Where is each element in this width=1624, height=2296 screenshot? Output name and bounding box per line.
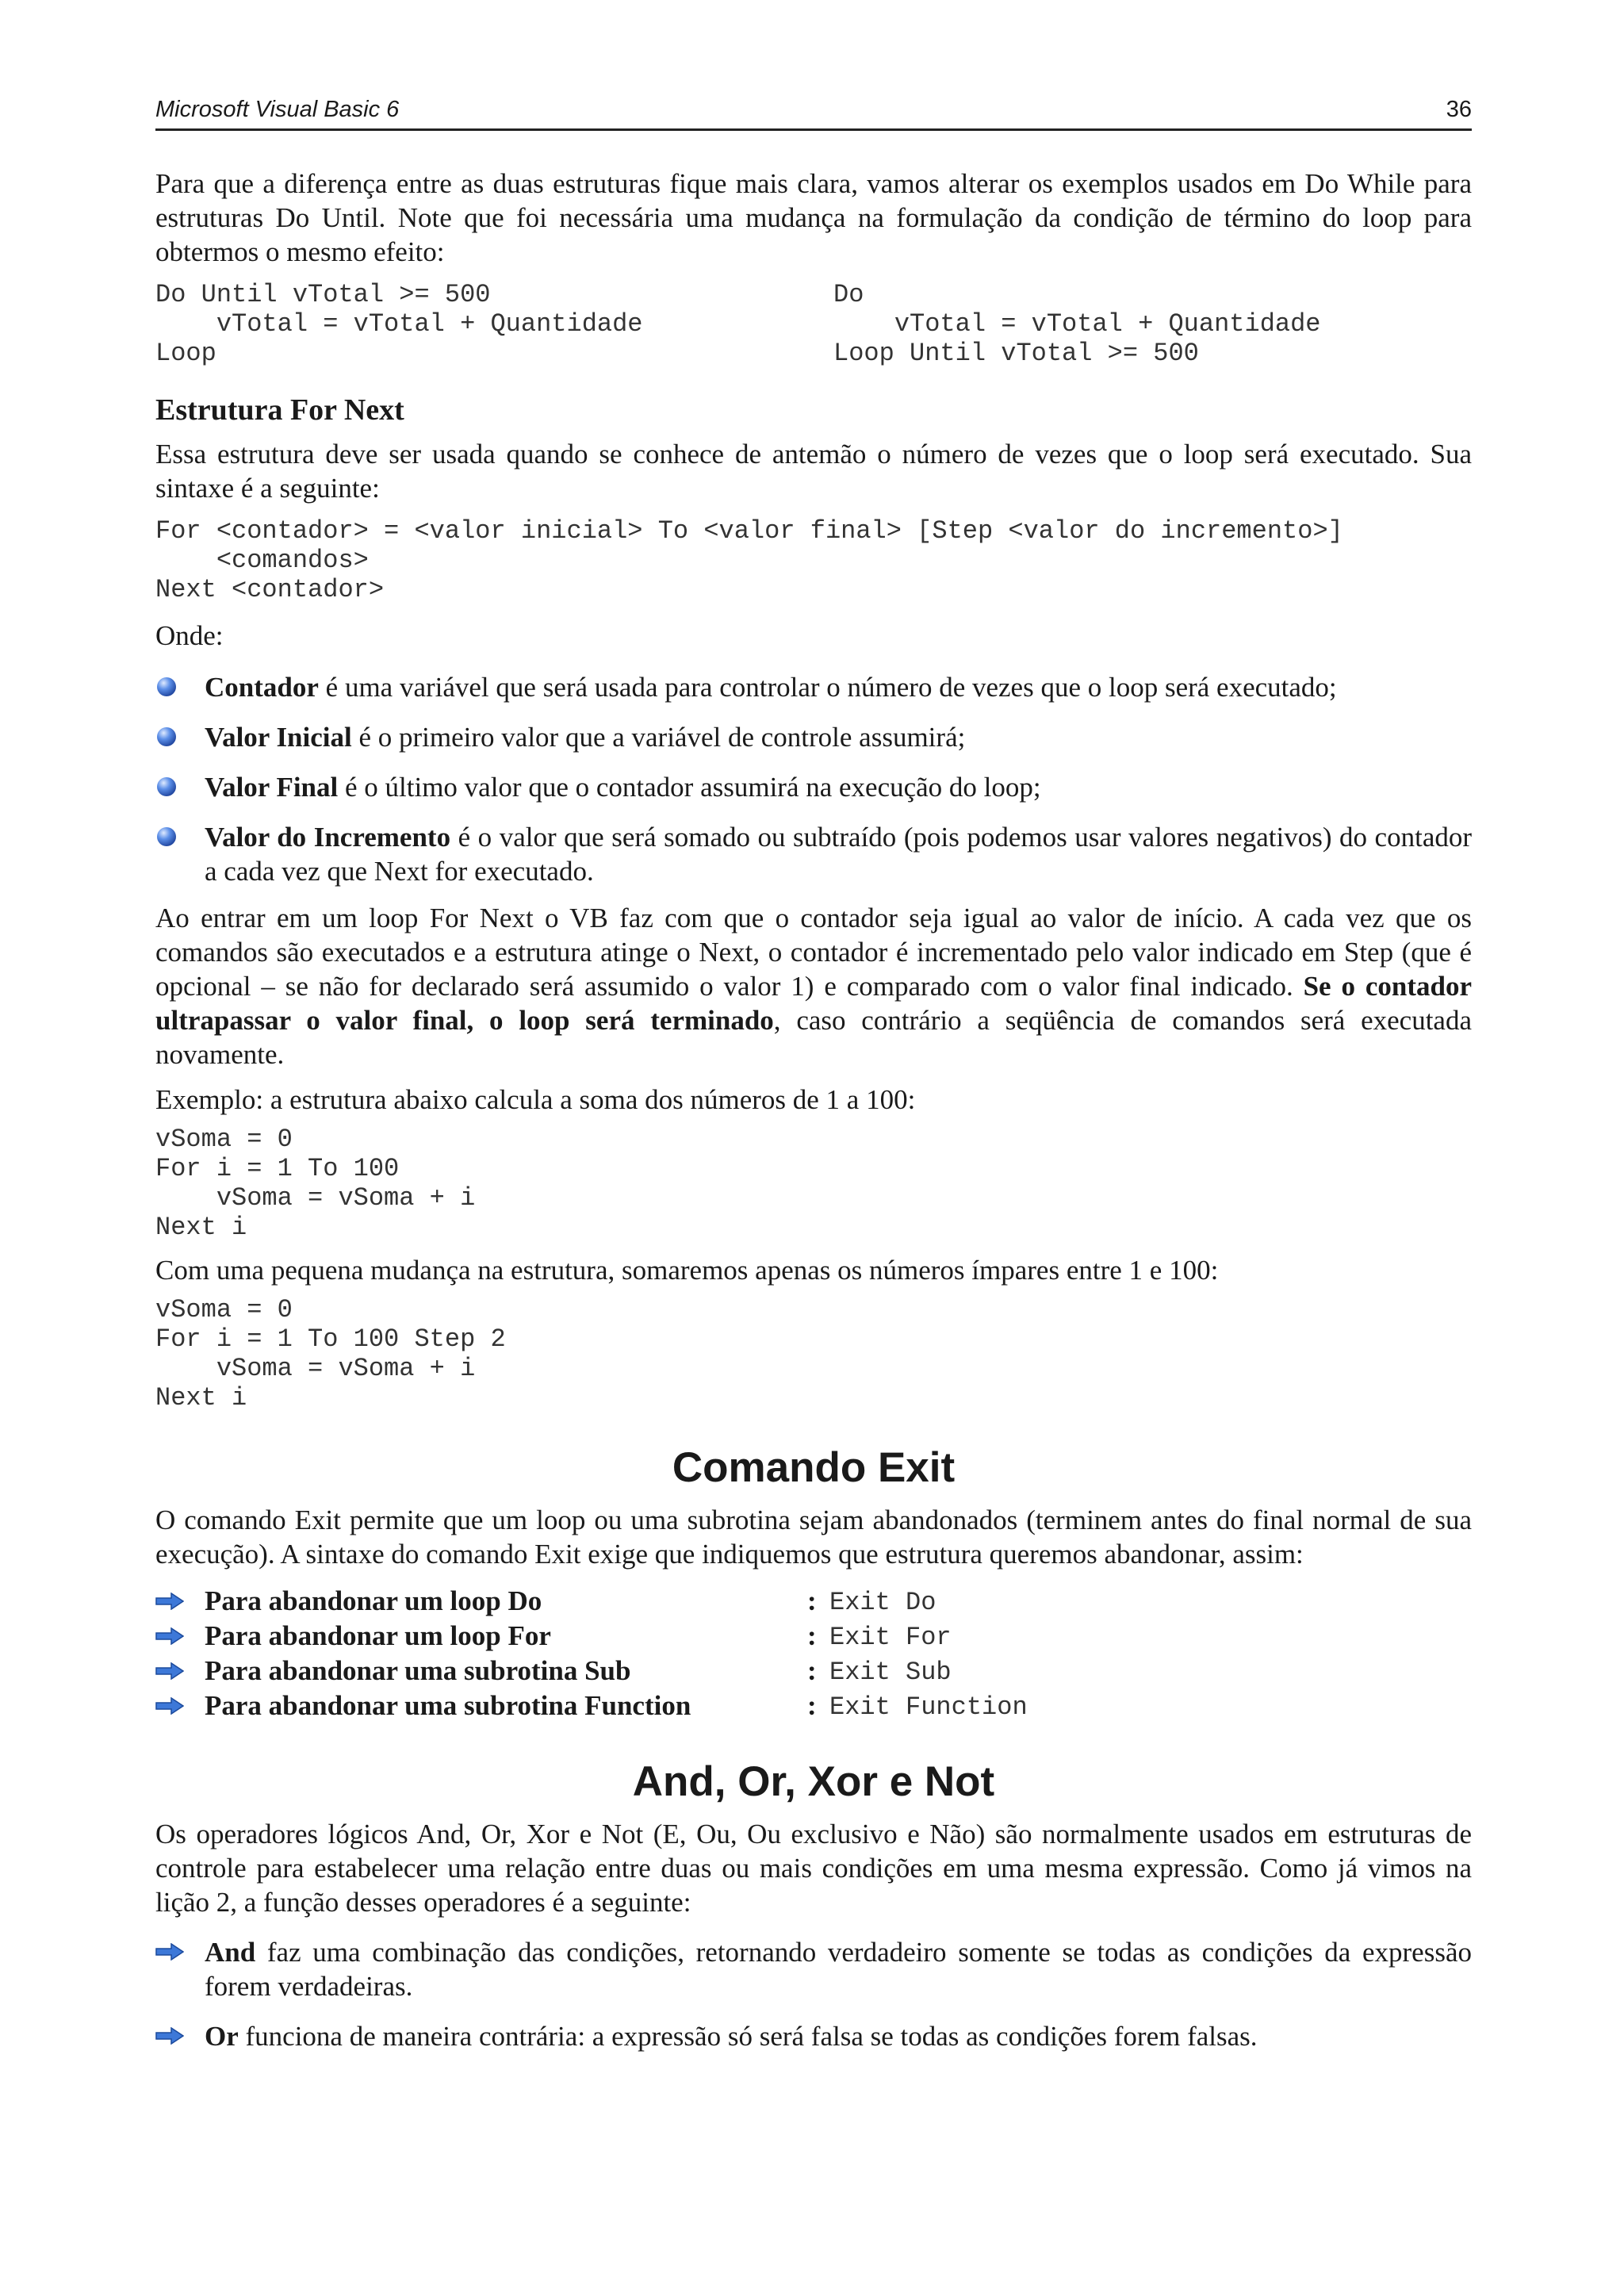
list-item [155, 1619, 1472, 1654]
exit-paragraph: O comando Exit permite que um loop ou uma subrotina sejam abandonados (terminem antes do final normal de sua execução). A sintaxe do comando Exit exige que indiquemos que estrutura queremos abandonar, assim: [155, 1504, 1472, 1570]
code-line: For i = 1 To 100 [155, 1154, 400, 1183]
arrow-bullet-icon [155, 1943, 184, 1961]
explanation-bold: Se o contador ultrapassar o valor final, o loop será terminado [155, 971, 1472, 1036]
bullet-term: Or [205, 2021, 239, 2052]
exit-item-command: Exit Sub [829, 1658, 952, 1687]
example-code [155, 1125, 1472, 1242]
arrow-bullet-icon [155, 1697, 184, 1715]
arrow-bullet-icon [155, 2027, 184, 2045]
explanation-text: Ao entrar em um loop For Next o VB faz com que o contador seja igual ao valor de início. A cada vez que os comandos são executados e a estrutura atinge o Next, o contador é incrementado pelo valor indicado em Step (que é opcional – se não for declarado será assumido o valor 1) e comparado com o valor final indicado. [155, 903, 1472, 1002]
code-line: Do [833, 280, 864, 309]
code-line: Next i [155, 1383, 247, 1412]
exit-item-label: Para abandonar uma subrotina Function [205, 1690, 691, 1721]
example-intro: Exemplo: a estrutura abaixo calcula a soma dos números de 1 a 100: [155, 1084, 916, 1115]
bullet-text: é o primeiro valor que a variável de controle assumirá; [351, 722, 966, 753]
code-do-until [155, 280, 643, 368]
list-item [155, 1935, 1472, 2003]
bullet-text: é uma variável que será usada para controlar o número de vezes que o loop será executado; [318, 672, 1337, 703]
code-line: <comandos> [155, 546, 369, 575]
code-line: Next i [155, 1213, 247, 1242]
intro-paragraph: Para que a diferença entre as duas estruturas fique mais clara, vamos alterar os exemplos usados em Do While para estruturas Do Until. Note que foi necessária uma mudança na formulação da condição de término do loop para obtermos o mesmo efeito: [155, 168, 1472, 267]
page-header [155, 94, 1472, 131]
bullet-text: é o último valor que o contador assumirá na execução do loop; [338, 772, 1041, 803]
code-line: vTotal = vTotal + Quantidade [833, 309, 1321, 339]
logic-paragraph: Os operadores lógicos And, Or, Xor e Not (E, Ou, Ou exclusivo e Não) são normalmente usados em estruturas de controle para estabelecer uma relação entre duas ou mais condições em uma mesma expressão. Como já vimos na lição 2, a função desses operadores é a seguinte: [155, 1819, 1472, 1918]
code-line: Do Until vTotal >= 500 [155, 280, 491, 309]
code-line: For i = 1 To 100 Step 2 [155, 1324, 506, 1354]
bullet-term: And [205, 1937, 256, 1968]
list-item [155, 770, 1472, 804]
code-line: Loop [155, 339, 216, 368]
bullet-term: Valor Final [205, 772, 339, 803]
code-line: vSoma = vSoma + i [155, 1183, 476, 1213]
exit-item-colon: : [807, 1585, 817, 1616]
code-line: vSoma = vSoma + i [155, 1354, 476, 1383]
bullet-term: Valor do Incremento [205, 822, 451, 853]
exit-item-command: Exit Function [829, 1692, 1028, 1722]
code-comparison [155, 280, 1472, 370]
code-line: vTotal = vTotal + Quantidade [155, 309, 643, 339]
list-item [155, 1688, 1472, 1723]
exit-item-command: Exit For [829, 1623, 952, 1652]
code-line: vSoma = 0 [155, 1295, 293, 1324]
list-item [155, 820, 1472, 888]
code-line: vSoma = 0 [155, 1125, 293, 1154]
exit-item-command: Exit Do [829, 1588, 936, 1617]
exit-item-colon: : [807, 1655, 817, 1686]
example2-intro: Com uma pequena mudança na estrutura, somaremos apenas os números ímpares entre 1 e 100: [155, 1255, 1219, 1286]
page-content [155, 167, 1472, 2069]
exit-item-label: Para abandonar um loop For [205, 1620, 551, 1651]
bullet-text: é o valor que será somado ou subtraído (pois podemos usar valores negativos) do contador a cada vez que Next for executado. [205, 822, 1473, 887]
onde-label: Onde: [155, 620, 224, 651]
blue-ball-bullet-icon [157, 777, 176, 796]
page-number: 36 [1446, 97, 1472, 122]
blue-ball-bullet-icon [157, 677, 176, 696]
blue-ball-bullet-icon [157, 827, 176, 846]
example2-code [155, 1295, 1472, 1412]
exit-item-label: Para abandonar um loop Do [205, 1585, 542, 1616]
bullet-term: Valor Inicial [205, 722, 352, 753]
exit-item-colon: : [807, 1690, 817, 1721]
list-item [155, 670, 1472, 704]
for-next-explanation [155, 901, 1472, 1071]
list-item [155, 720, 1472, 754]
bullet-text: faz uma combinação das condições, retornando verdadeiro somente se todas as condições da expressão forem verdadeiras. [205, 1937, 1472, 2002]
explanation-text: , caso contrário a seqüência de comandos será executada novamente. [155, 1005, 1472, 1070]
code-line: For <contador> = <valor inicial> To <valor final> [Step <valor do incremento>] [155, 516, 1343, 546]
arrow-bullet-icon [155, 1593, 184, 1610]
blue-ball-bullet-icon [157, 727, 176, 746]
exit-item-label: Para abandonar uma subrotina Sub [205, 1655, 631, 1686]
logic-section-heading: And, Or, Xor e Not [632, 1758, 995, 1805]
list-item [155, 2019, 1472, 2053]
list-item [155, 1584, 1472, 1619]
code-line: Next <contador> [155, 575, 385, 604]
code-line: Loop Until vTotal >= 500 [833, 339, 1199, 368]
bullet-text: funciona de maneira contrária: a expressão só será falsa se todas as condições forem falsas. [238, 2021, 1258, 2052]
for-next-heading: Estrutura For Next [155, 393, 404, 427]
arrow-bullet-icon [155, 1662, 184, 1680]
code-loop-until [833, 280, 1321, 368]
for-next-syntax [155, 516, 1472, 604]
header-title: Microsoft Visual Basic 6 [155, 97, 400, 122]
list-item [155, 1654, 1472, 1688]
arrow-bullet-icon [155, 1627, 184, 1645]
exit-item-colon: : [807, 1620, 817, 1651]
for-next-intro: Essa estrutura deve ser usada quando se conhece de antemão o número de vezes que o loop será executado. Sua sintaxe é a seguinte: [155, 439, 1472, 504]
exit-section-heading: Comando Exit [672, 1444, 956, 1491]
bullet-term: Contador [205, 672, 319, 703]
